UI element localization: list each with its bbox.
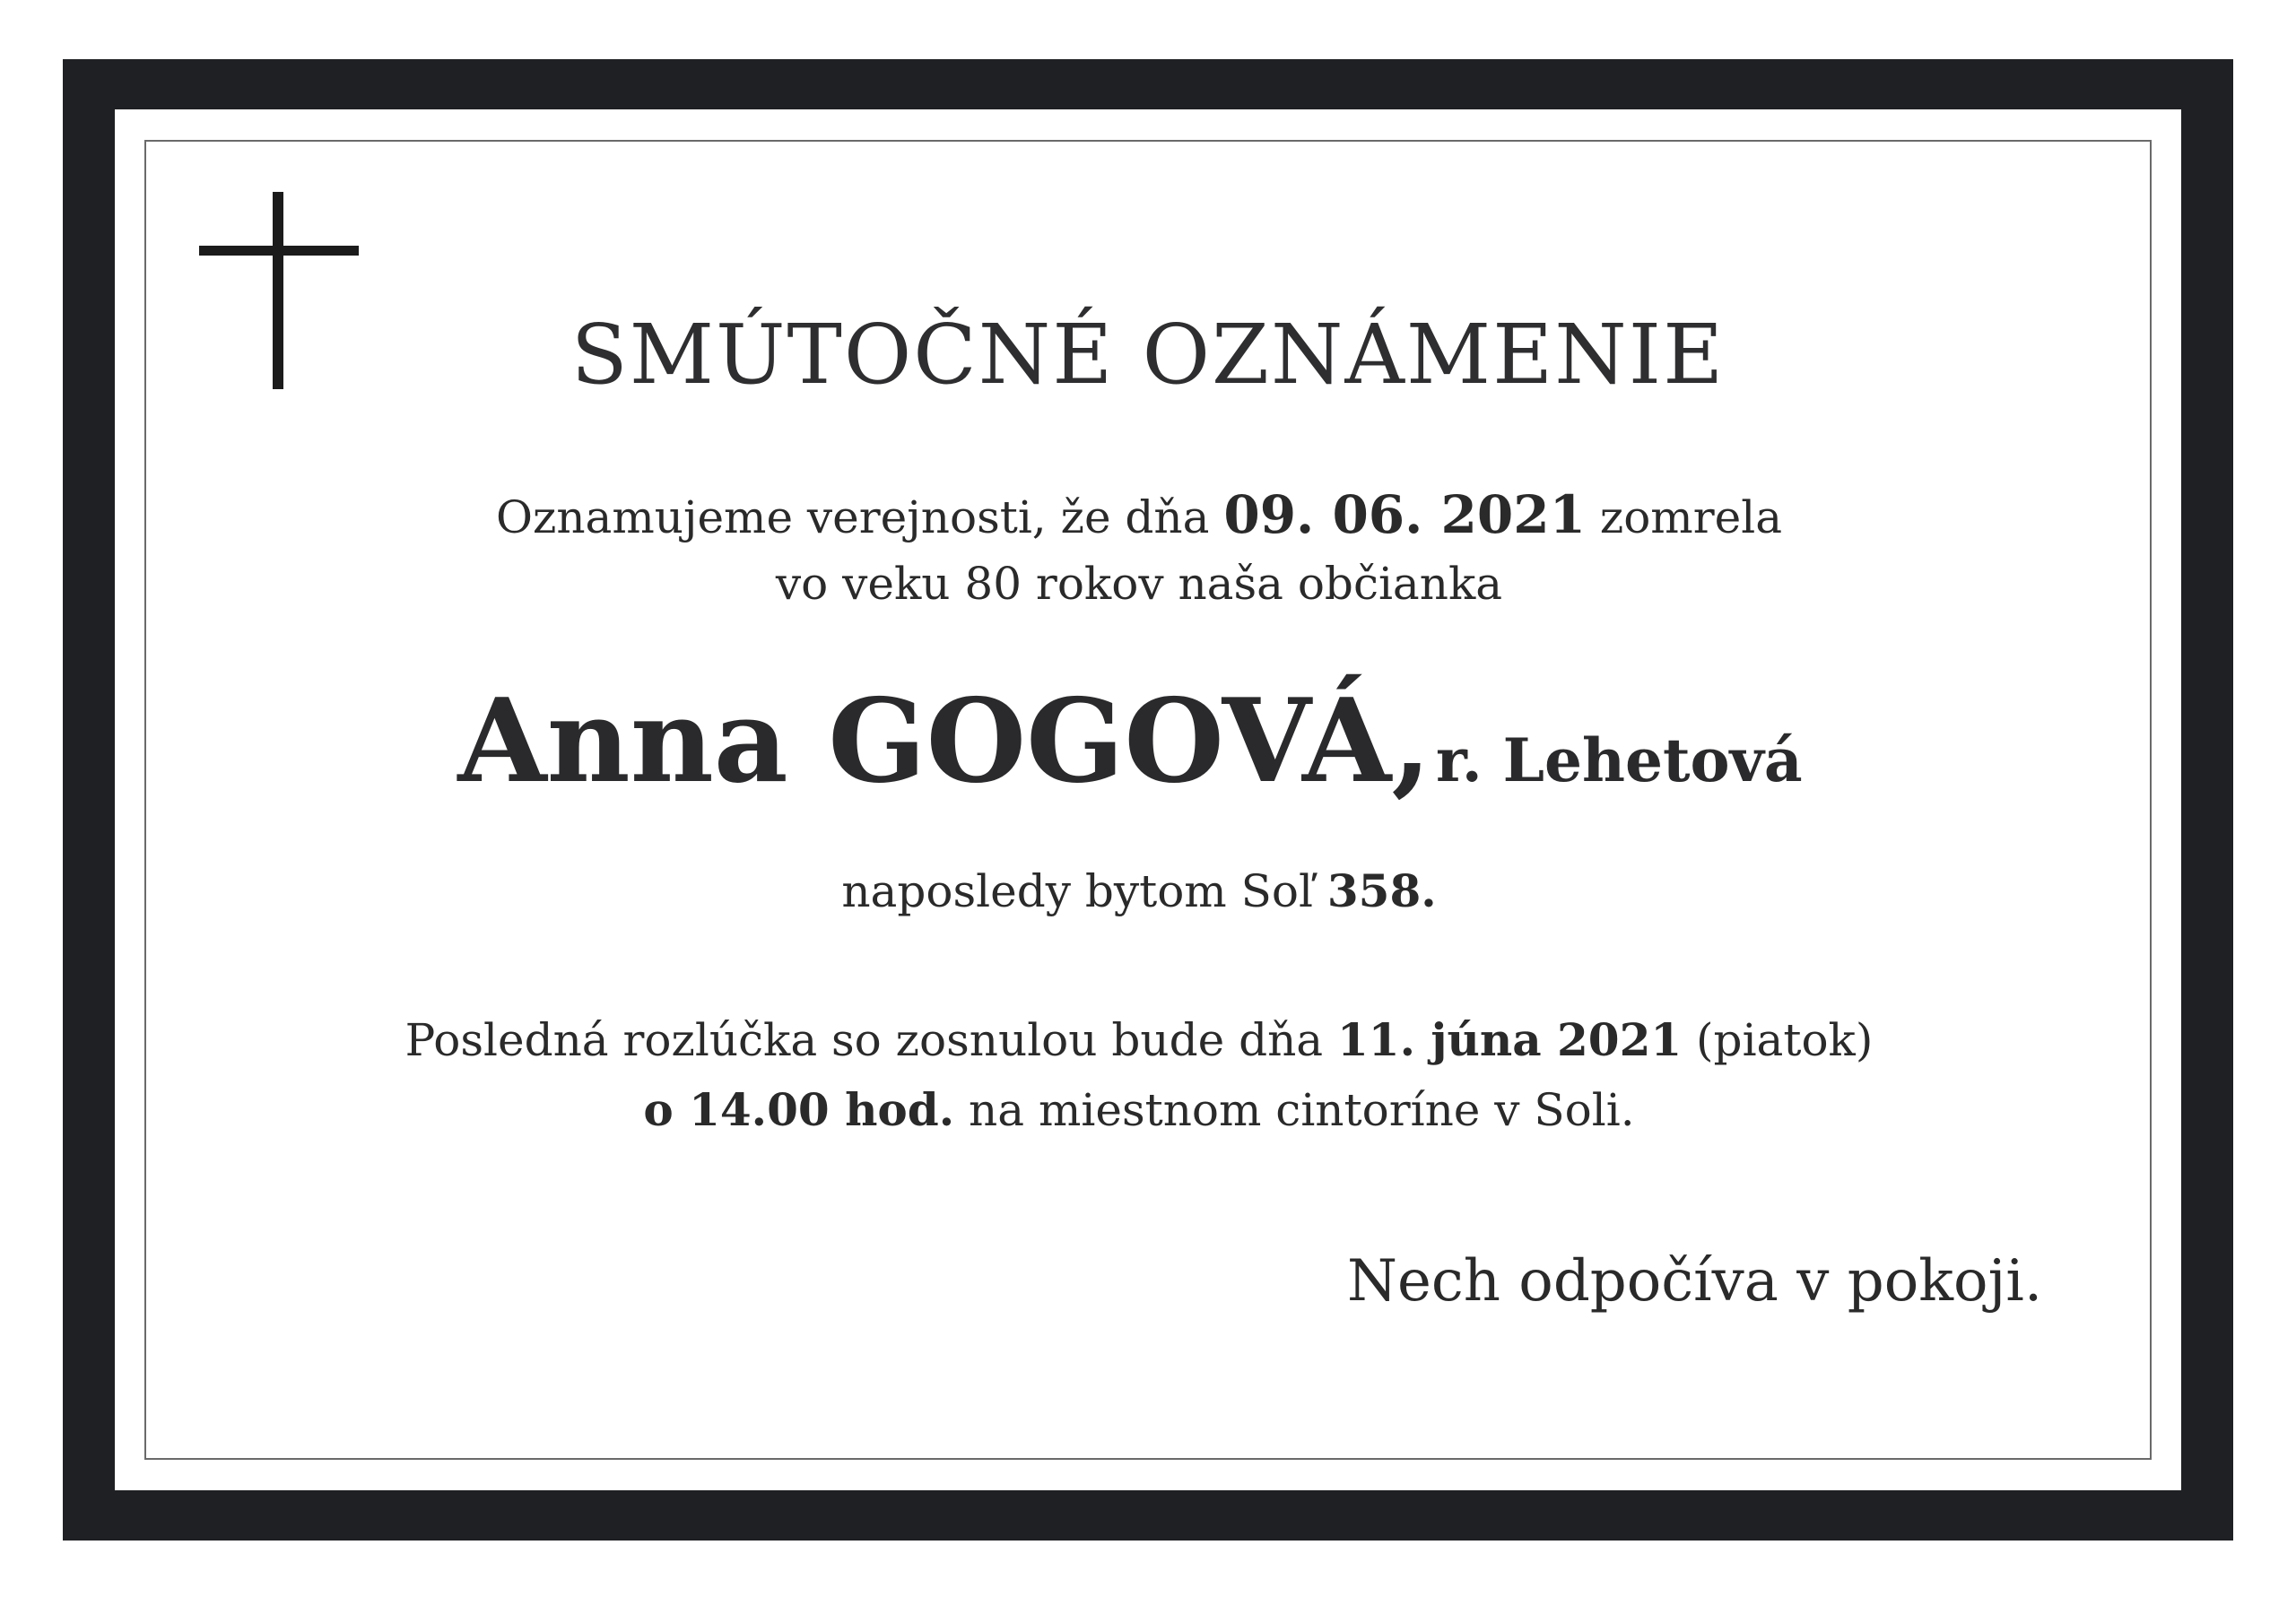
- funeral-date: 11. júna 2021: [1337, 1013, 1683, 1066]
- announcement-line-2: vo veku 80 rokov naša občianka: [775, 558, 1503, 610]
- deceased-name: Anna GOGOVÁ,: [457, 674, 1431, 809]
- residence-number: 358.: [1326, 864, 1437, 917]
- closing-phrase: Nech odpočíva v pokoji.: [1347, 1248, 2043, 1315]
- notice-title: SMÚTOČNÉ OZNÁMENIE: [570, 307, 1726, 403]
- cross-horizontal-bar: [199, 246, 359, 256]
- funeral-text: Posledná rozlúčka so zosnulou bude dňa: [404, 1014, 1337, 1066]
- announcement-verb: zomrela: [1585, 491, 1783, 543]
- announcement-text: Oznamujeme verejnosti, že dňa: [495, 491, 1224, 543]
- funeral-line-1: [0, 1013, 2287, 1066]
- funeral-line-2: [0, 1083, 2287, 1136]
- deceased-name-line: [0, 674, 2278, 809]
- funeral-time: o 14.00 hod.: [643, 1083, 955, 1136]
- death-date: 09. 06. 2021: [1223, 484, 1586, 545]
- last-residence: [0, 864, 2287, 917]
- funeral-place: na miestnom cintoríne v Soli.: [954, 1084, 1635, 1136]
- funeral-weekday: (piatok): [1682, 1014, 1874, 1066]
- announcement-line-1: [0, 484, 2287, 545]
- maiden-name: r. Lehetová: [1435, 725, 1803, 795]
- residence-text: naposledy bytom Soľ: [841, 865, 1327, 917]
